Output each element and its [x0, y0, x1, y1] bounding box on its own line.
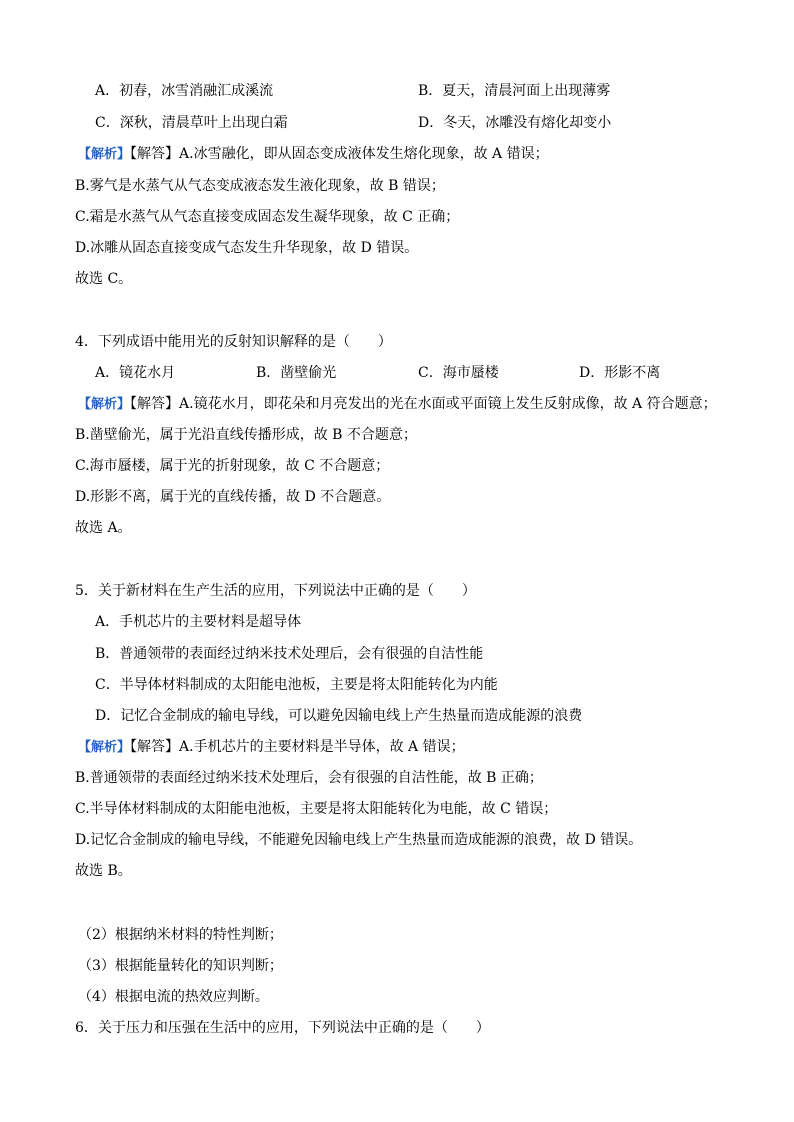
q5-analysis-tag: 【解析】	[78, 740, 131, 755]
q5-stem: 5．关于新材料在生产生活的应用，下列说法中正确的是（ ）	[75, 583, 476, 599]
q5-option-d: D．记忆合金制成的输电导线，可以避免因输电线上产生热量而造成能源的浪费	[95, 708, 583, 724]
q5-answer-conclusion: 故选 B。	[75, 863, 132, 879]
q6-stem: 6．关于压力和压强在生活中的应用，下列说法中正确的是（ ）	[75, 1020, 490, 1036]
q4-answer-line-3: C.海市蜃楼，属于光的折射现象，故 C 不合题意；	[75, 458, 390, 474]
q5-option-b: B．普通领带的表面经过纳米技术处理后，会有很强的自洁性能	[95, 646, 484, 662]
q5-note-4: （4）根据电流的热效应判断。	[78, 989, 269, 1005]
q3-option-d: D．冬天，冰雕没有熔化却变小	[418, 115, 612, 131]
q3-option-c: C．深秋，清晨草叶上出现白霜	[95, 115, 288, 131]
q3-answer-line-2: B.雾气是水蒸气从气态变成液态发生液化现象，故 B 错误；	[75, 178, 445, 194]
q4-answer-conclusion: 故选 A。	[75, 520, 132, 536]
q4-stem: 4．下列成语中能用光的反射知识解释的是（ ）	[75, 334, 392, 350]
q3-answer-conclusion: 故选 C。	[75, 271, 133, 287]
q5-answer-line-1: 【解析】【解答】A.手机芯片的主要材料是半导体，故 A 错误；	[78, 739, 465, 755]
q4-analysis-tag: 【解析】	[78, 397, 131, 412]
q3-answer-line-1: 【解析】【解答】A.冰雪融化，即从固态变成液体发生熔化现象，故 A 错误；	[78, 146, 549, 162]
q5-answer-line-3: C.半导体材料制成的太阳能电池板，主要是将太阳能转化为电能，故 C 错误；	[75, 801, 558, 817]
q5-note-2: （2）根据纳米材料的特性判断；	[78, 927, 283, 943]
q3-analysis-tag: 【解析】	[78, 147, 131, 162]
q4-option-d: D．形影不离	[579, 365, 661, 381]
q5-option-c: C．半导体材料制成的太阳能电池板，主要是将太阳能转化为内能	[95, 677, 498, 693]
q3-option-a: A．初春，冰雪消融汇成溪流	[95, 83, 274, 99]
q5-answer-line-4: D.记忆合金制成的输电导线，不能避免因输电线上产生热量而造成能源的浪费，故 D 错误。	[75, 832, 643, 848]
q4-option-a: A．镜花水月	[95, 365, 176, 381]
q3-option-b: B．夏天，清晨河面上出现薄雾	[418, 83, 611, 99]
q5-answer-line-2: B.普通领带的表面经过纳米技术处理后，会有很强的自洁性能，故 B 正确；	[75, 770, 543, 786]
q4-answer-line-1: 【解析】【解答】A.镜花水月，即花朵和月亮发出的光在水面或平面镜上发生反射成像，故 A 符合题意；	[78, 396, 717, 412]
q5-note-3: （3）根据能量转化的知识判断；	[78, 958, 283, 974]
q5-option-a: A．手机芯片的主要材料是超导体	[95, 614, 302, 630]
q3-answer-line-3: C.霜是水蒸气从气态直接变成固态发生凝华现象，故 C 正确；	[75, 209, 460, 225]
q3-answer-line-4: D.冰雕从固态直接变成气态发生升华现象，故 D 错误。	[75, 240, 419, 256]
q4-answer-line-2: B.凿壁偷光，属于光沿直线传播形成，故 B 不合题意；	[75, 427, 417, 443]
q4-option-b: B．凿壁偷光	[256, 365, 337, 381]
q4-answer-line-4: D.形影不离，属于光的直线传播，故 D 不合题意。	[75, 489, 391, 505]
q4-option-c: C．海市蜃楼	[418, 365, 499, 381]
